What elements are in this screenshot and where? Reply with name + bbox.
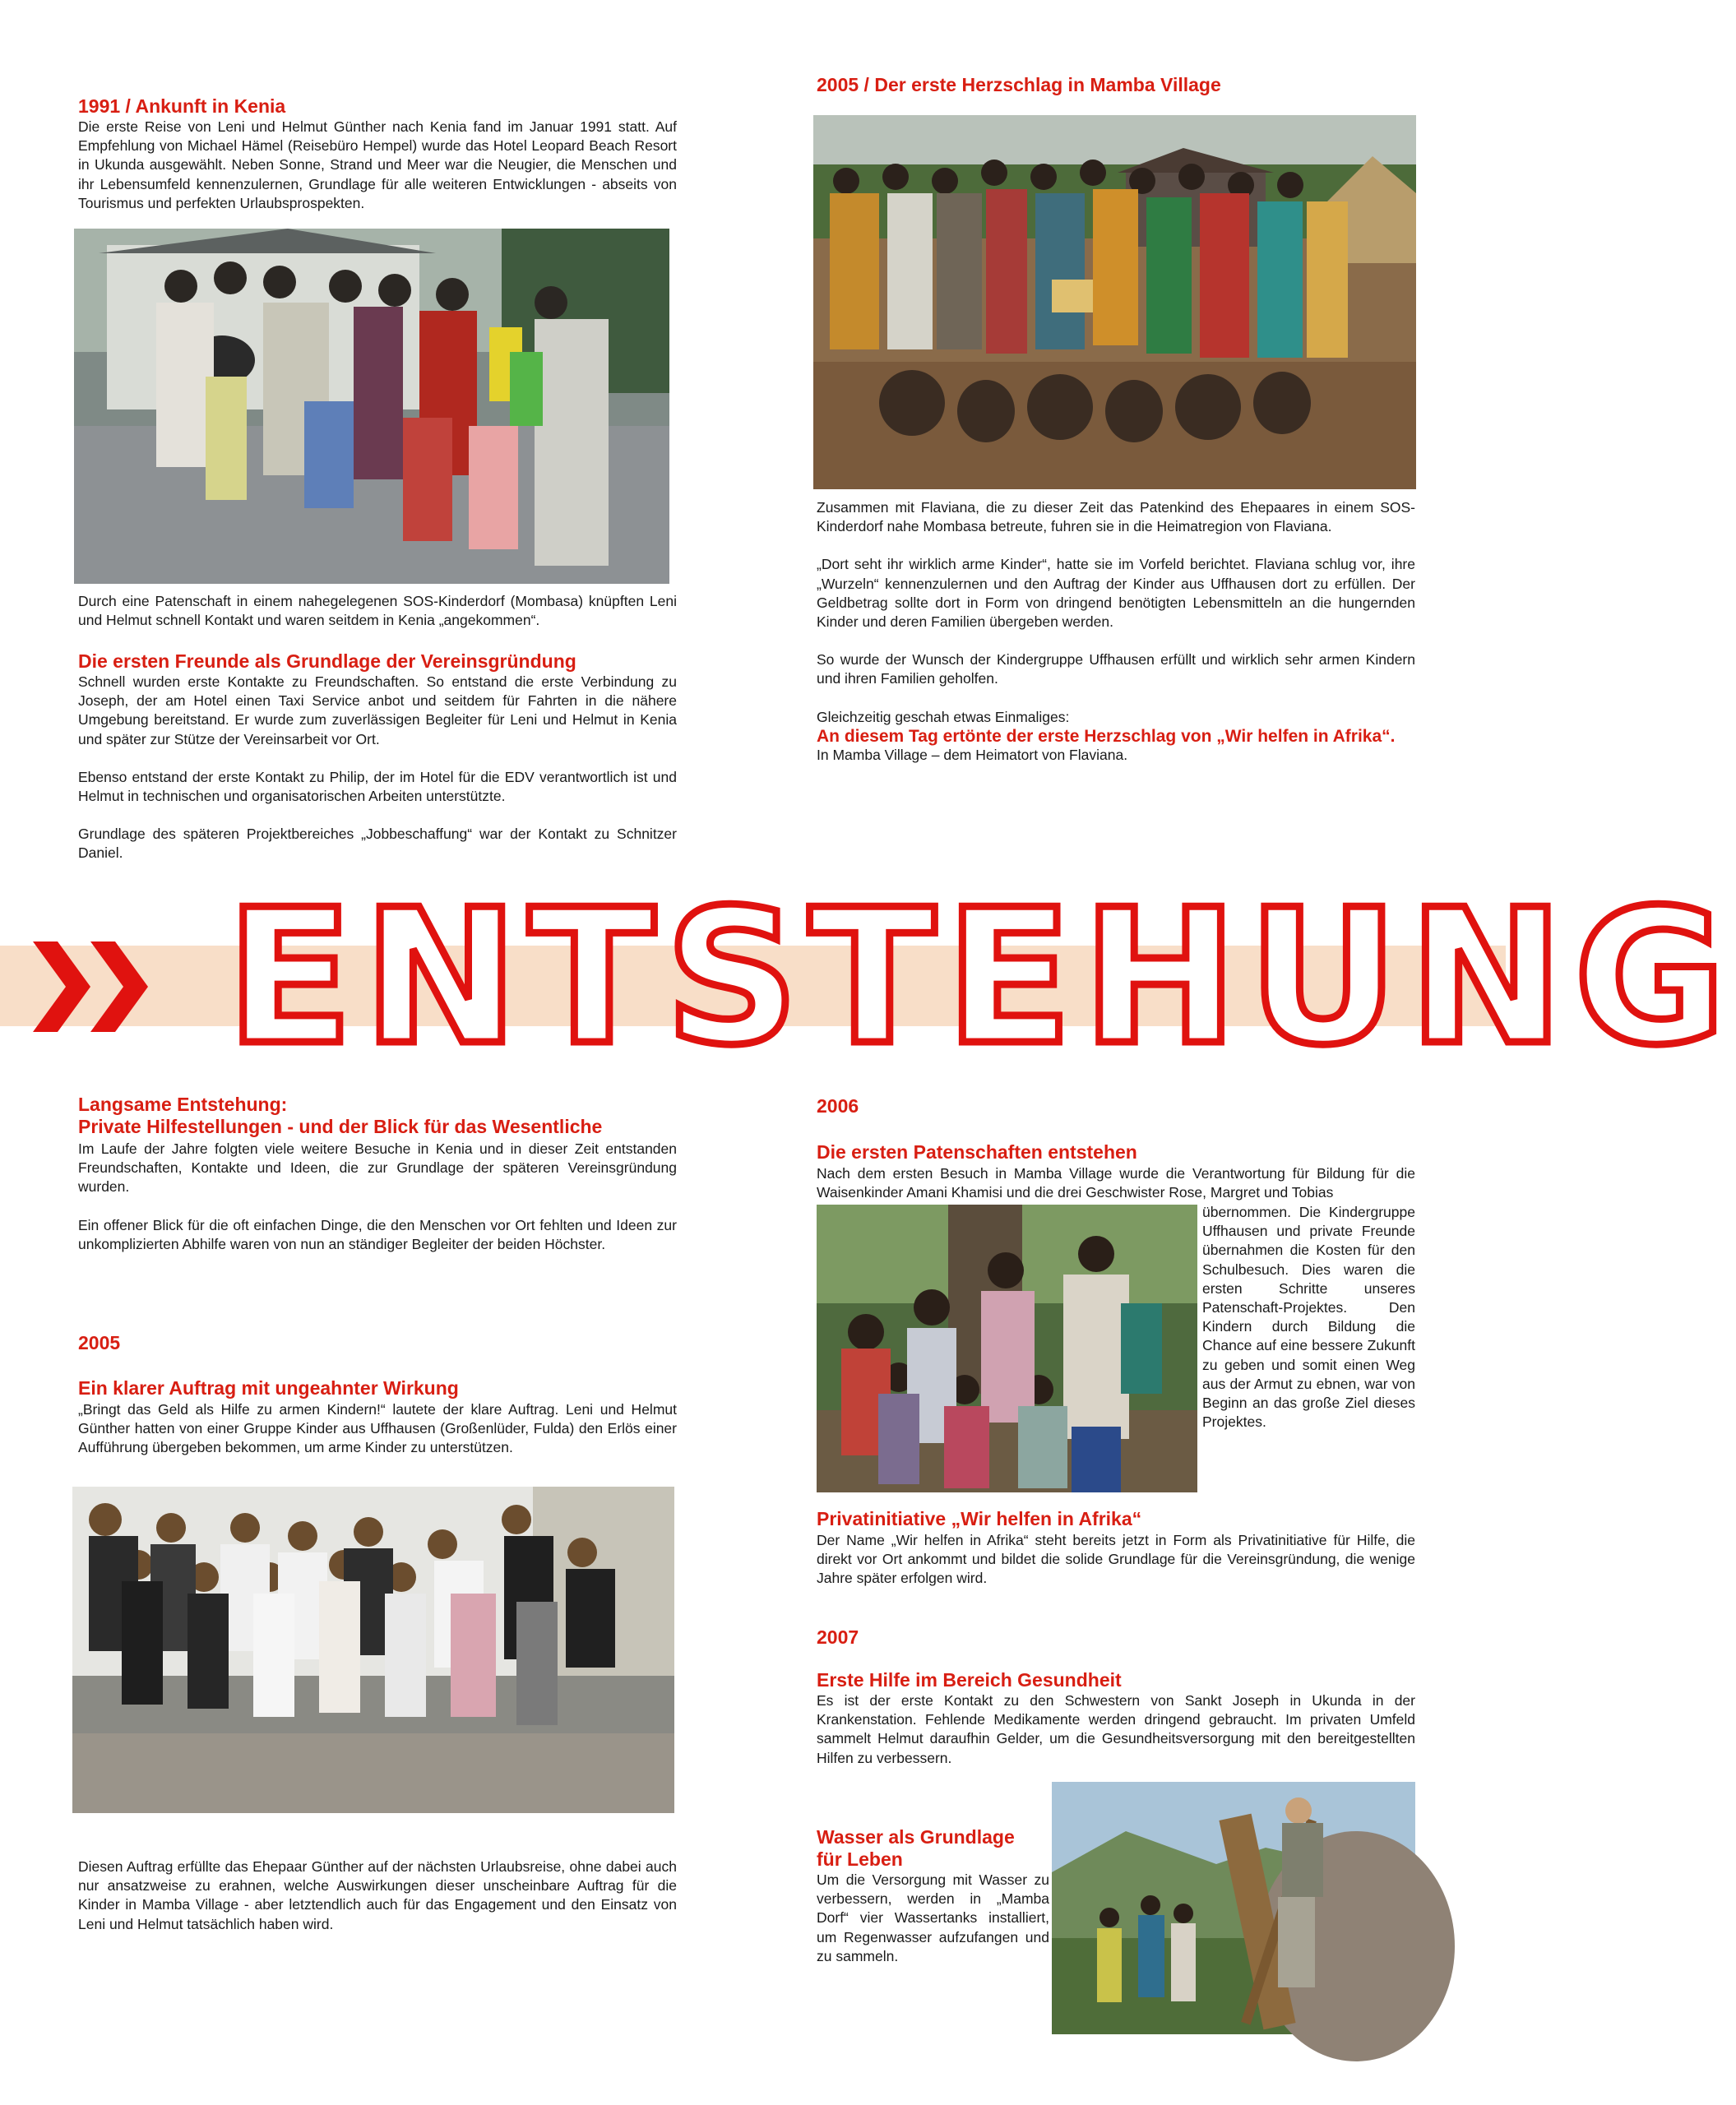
sponsorship-text-top: Nach dem ersten Besuch in Mamba Village wurde die Verantwortung für Bildung für die Waisenkinder Amani Khamisi und die drei Geschwister Rose, Margret und Tobias (817, 1165, 1415, 1201)
photo-sponsored-children (817, 1205, 1197, 1492)
mamba-highlight: An diesem Tag ertönte der erste Herzschlag von „Wir helfen in Afrika“. (817, 726, 1396, 746)
chevron-right-double-icon (33, 941, 156, 1032)
friends-paragraph-1: Schnell wurden erste Kontakte zu Freundschaften. So entstand die erste Verbindung zu Joseph, der am Hotel einen Taxi Service anbot und seitdem für Fahrten in die nähere Umgebung bereitstand. Er wurde zum zuverlässigen Begleiter für Leni und Helmut in Kenia und später zur Stütze der Vereinsarbeit vor Ort. (78, 673, 677, 747)
heading-slow-origin-1: Langsame Entstehung: (78, 1094, 288, 1115)
heading-water-1: Wasser als Grundlage (817, 1826, 1015, 1848)
heading-first-friends: Die ersten Freunde als Grundlage der Vereinsgründung (78, 650, 576, 672)
friends-paragraph-3: Grundlage des späteren Projektbereiches „Jobbeschaffung“ war der Kontakt zu Schnitzer Daniel. (78, 826, 677, 862)
caption-photo1: Durch eine Patenschaft in einem nahegelegenen SOS-Kinderdorf (Mombasa) knüpften Leni und Helmut schnell Kontakt und waren seitdem in Kenia „angekommen“. (78, 593, 677, 629)
private-initiative-text: Der Name „Wir helfen in Afrika“ steht bereits jetzt in Form als Privatinitiative für Hilfe, die direkt vor Ort ankommt und bildet die solide Grundlage für die Vereinsgründung, die wenige Jahre später erfolgen wird. (817, 1532, 1415, 1587)
year-2006: 2006 (817, 1095, 859, 1117)
water-text: Um die Versorgung mit Wasser zu verbessern, werden in „Mamba Dorf“ vier Wassertanks installiert, um Regenwasser aufzufangen und zu sammeln. (817, 1871, 1049, 1964)
sponsorship-text-side: übernommen. Die Kindergruppe Uffhausen und private Freunde übernahmen die Kosten für den Schulbesuch. Dies waren die ersten Schritte unseres Patenschaft-Projektes. Den Kindern durch Bildung die Chance auf eine bessere Zukunft zu geben und somit einen Weg aus der Armut zu ebnen, war von Beginn an das große Ziel dieses Projektes. (1202, 1204, 1415, 1431)
photo-mamba-village-group (813, 115, 1416, 489)
clear-order-text: „Bringt das Geld als Hilfe zu armen Kindern!“ lautete der klare Auftrag. Leni und Helmut Günther hatten von einer Gruppe Kinder aus Uffhausen (Großenlüder, Fulda) den Erlös einer Aufführung übergeben bekommen, um arme Kinder zu unterstützen. (78, 1401, 677, 1456)
heading-private-initiative: Privatinitiative „Wir helfen in Afrika“ (817, 1508, 1142, 1529)
slow-origin-paragraph-1: Im Laufe der Jahre folgten viele weitere Besuche in Kenia und in dieser Zeit entstanden Freundschaften, Kontakte und Ideen, die zur Grundlage der späteren Vereinsgründung wurden. (78, 1140, 677, 1196)
heading-first-sponsorships: Die ersten Patenschaften entstehen (817, 1141, 1137, 1163)
slow-origin-text (78, 1140, 677, 1254)
mamba-paragraph-3: So wurde der Wunsch der Kindergruppe Uffhausen erfüllt und wirklich sehr armen Kindern und ihren Familien geholfen. (817, 651, 1415, 687)
slow-origin-paragraph-2: Ein offener Blick für die oft einfachen Dinge, die den Menschen vor Ort fehlten und Ideen zur unkomplizierten Abhilfe waren von nun an ständiger Begleiter der beiden Höchster. (78, 1216, 677, 1252)
heading-clear-order: Ein klarer Auftrag mit ungeahnter Wirkung (78, 1377, 459, 1399)
year-2007: 2007 (817, 1626, 859, 1648)
text-1991: Die erste Reise von Leni und Helmut Günther nach Kenia fand im Januar 1991 statt. Auf Empfehlung von Michael Hämel (Reisebüro Hempel) wurde das Hotel Leopard Beach Resort in Ukunda ausgewählt. Neben Sonne, Strand und Meer war die Neugier, die Menschen und ihr Lebensumfeld kennenzulernen, Grundlage für alle weiteren Entwicklungen - abseits von Tourismus und perfekten Urlaubsprospekten. (78, 118, 677, 211)
heading-2005-heartbeat: 2005 / Der erste Herzschlag in Mamba Village (817, 74, 1221, 95)
friends-text (78, 673, 677, 863)
photo-group-hotel-1991 (74, 229, 669, 584)
mamba-paragraph-4: Gleichzeitig geschah etwas Einmaliges: (817, 708, 1070, 725)
mamba-paragraph-2: „Dort seht ihr wirklich arme Kinder“, hatte sie im Vorfeld berichtet. Flaviana schlug vor, ihre „Wurzeln“ kennenzulernen und den Auftrag der Kinder aus Uffhausen dort zu erfüllen. Der Geldbetrag sollte dort in Form von dringend benötigten Lebensmitteln an die hungernden Kinder und deren Familien übergeben werden. (817, 556, 1415, 631)
friends-paragraph-2: Ebenso entstand der erste Kontakt zu Philip, der im Hotel für die EDV verantwortlich ist und Helmut in technischen und organisatorischen Arbeiten unterstützte. (78, 768, 677, 805)
clear-order-text-2: Diesen Auftrag erfüllte das Ehepaar Günther auf der nächsten Urlaubsreise, ohne dabei auch nur ansatzweise zu erahnen, welche Auswirkungen dieser unscheinbare Auftrag für die Kinder in Mamba Village - aber letztendlich auch für das Engagement und den Einsatz von Leni und Helmut tatsächlich haben wird. (78, 1858, 677, 1932)
photo-water-tank (1052, 1782, 1415, 2034)
mamba-text (817, 498, 1415, 765)
banner-title: ENTSTEHUNG (226, 870, 1736, 1086)
mamba-paragraph-1: Zusammen mit Flaviana, die zu dieser Zeit das Patenkind des Ehepaares in einem SOS-Kinderdorf nahe Mombasa betreute, fuhren sie in die Heimatregion von Flaviana. (817, 499, 1415, 535)
year-2005: 2005 (78, 1332, 121, 1353)
photo-children-uffhausen (72, 1487, 674, 1813)
health-text: Es ist der erste Kontakt zu den Schwestern von Sankt Joseph in Ukunda in der Krankenstation. Fehlende Medikamente werden dringend gebraucht. Im privaten Umfeld sammelt Helmut daraufhin Gelder, um die Gesundheitsversorgung mit den bereitgestellten Hilfen zu verbessern. (817, 1692, 1415, 1766)
heading-water-2: für Leben (817, 1848, 903, 1870)
sponsorship-text-side-wrap (1202, 1203, 1415, 1432)
heading-health: Erste Hilfe im Bereich Gesundheit (817, 1669, 1122, 1691)
mamba-paragraph-end: In Mamba Village – dem Heimatort von Flaviana. (817, 747, 1128, 764)
heading-1991: 1991 / Ankunft in Kenia (78, 95, 286, 117)
heading-slow-origin-2: Private Hilfestellungen - und der Blick für das Wesentliche (78, 1116, 603, 1137)
